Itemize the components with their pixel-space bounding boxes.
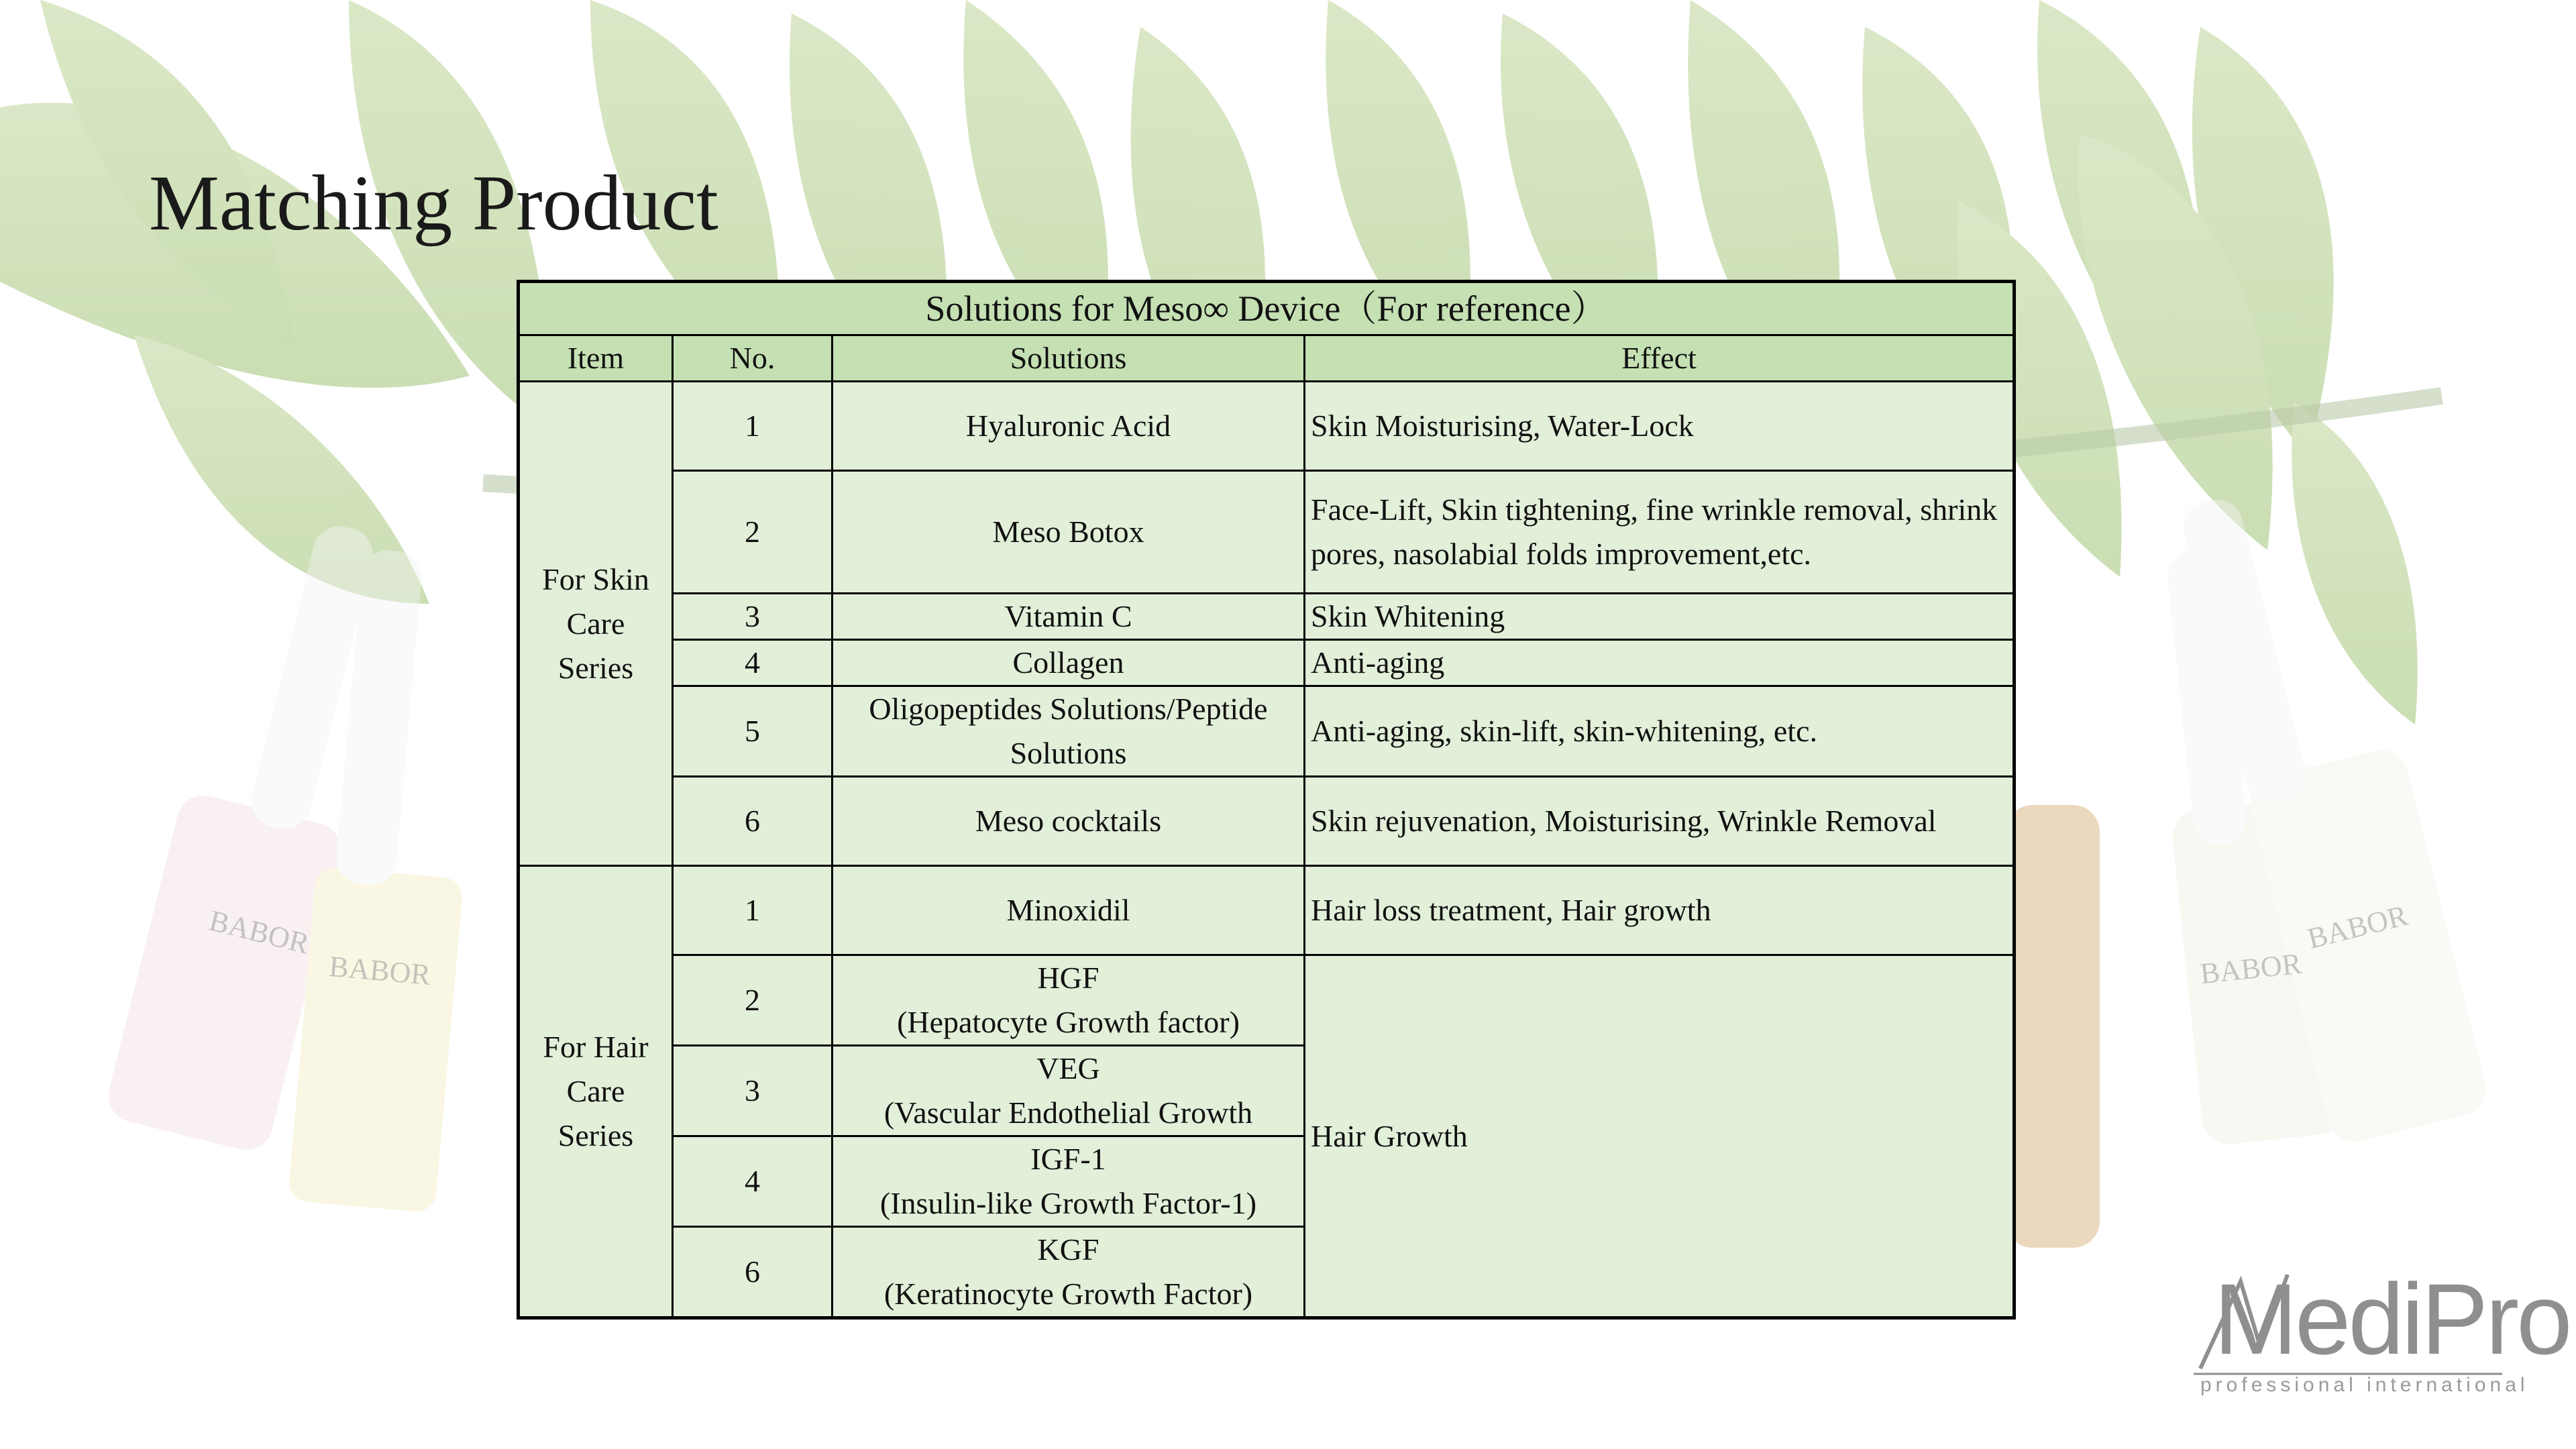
table-row	[519, 777, 2015, 866]
row-no: 5	[673, 686, 833, 777]
header-no: No.	[673, 335, 833, 382]
row-effect: Skin Whitening	[1305, 594, 2015, 640]
row-no: 1	[673, 382, 833, 471]
table-header-row	[519, 335, 2015, 382]
row-effect: Skin Moisturising, Water-Lock	[1305, 382, 2015, 471]
row-effect: Anti-aging, skin-lift, skin-whitening, etc.	[1305, 686, 2015, 777]
table-row	[519, 866, 2015, 955]
row-solution	[833, 1046, 1305, 1136]
header-effect: Effect	[1305, 335, 2015, 382]
ampoule-brand-label: BABOR	[327, 949, 432, 991]
slide-title: Matching Product	[149, 159, 718, 247]
ampoule-brand-label: BABOR	[205, 904, 313, 961]
row-no: 2	[673, 955, 833, 1046]
row-solution	[833, 955, 1305, 1046]
solution-fullname: (Hepatocyte Growth factor)	[897, 1005, 1240, 1039]
solution-name: IGF-1	[1030, 1142, 1106, 1176]
group-label-skin: For Skin Care Series	[519, 382, 673, 866]
row-solution	[833, 1227, 1305, 1318]
row-solution: Vitamin C	[833, 594, 1305, 640]
row-no: 3	[673, 594, 833, 640]
table-row	[519, 471, 2015, 594]
group-label-hair: For Hair Care Series	[519, 866, 673, 1318]
row-effect: Face-Lift, Skin tightening, fine wrinkle removal, shrink pores, nasolabial folds improvement,etc.	[1305, 471, 2015, 594]
header-solutions: Solutions	[833, 335, 1305, 382]
row-solution: Hyaluronic Acid	[833, 382, 1305, 471]
row-solution: Oligopeptides Solutions/Peptide Solutions	[833, 686, 1305, 777]
row-solution: Minoxidil	[833, 866, 1305, 955]
row-effect: Skin rejuvenation, Moisturising, Wrinkle Removal	[1305, 777, 2015, 866]
row-solution: Meso cocktails	[833, 777, 1305, 866]
solutions-table	[517, 280, 2016, 1320]
header-item: Item	[519, 335, 673, 382]
row-no: 3	[673, 1046, 833, 1136]
solution-name: HGF	[1037, 961, 1099, 995]
logo-tagline: professional international	[2200, 1374, 2529, 1396]
table-row	[519, 640, 2015, 686]
table-row	[519, 594, 2015, 640]
ampoule-brand-label: BABOR	[2198, 947, 2304, 991]
table-row	[519, 382, 2015, 471]
row-no: 6	[673, 777, 833, 866]
row-solution: Meso Botox	[833, 471, 1305, 594]
row-solution: Collagen	[833, 640, 1305, 686]
solution-fullname: (Keratinocyte Growth Factor)	[883, 1277, 1253, 1311]
solution-fullname: (Vascular Endothelial Growth	[883, 1095, 1253, 1130]
table-caption-row	[519, 282, 2015, 335]
solution-fullname: (Insulin-like Growth Factor-1)	[879, 1186, 1257, 1220]
table-caption: Solutions for Meso∞ Device（For reference）	[519, 282, 2015, 335]
row-effect: Hair Growth	[1305, 955, 2015, 1318]
row-effect: Hair loss treatment, Hair growth	[1305, 866, 2015, 955]
row-no: 4	[673, 1136, 833, 1227]
table-row	[519, 686, 2015, 777]
solution-name: KGF	[1037, 1232, 1099, 1267]
row-solution	[833, 1136, 1305, 1227]
row-no: 6	[673, 1227, 833, 1318]
row-no: 2	[673, 471, 833, 594]
solutions-table-container	[517, 280, 2012, 1320]
row-no: 1	[673, 866, 833, 955]
ampoule-brand-label: BABOR	[2304, 898, 2411, 955]
row-no: 4	[673, 640, 833, 686]
solution-name: VEG	[1036, 1051, 1100, 1085]
row-effect: Anti-aging	[1305, 640, 2015, 686]
logo-wordmark: MediPro	[2214, 1263, 2570, 1375]
table-row	[519, 955, 2015, 1046]
